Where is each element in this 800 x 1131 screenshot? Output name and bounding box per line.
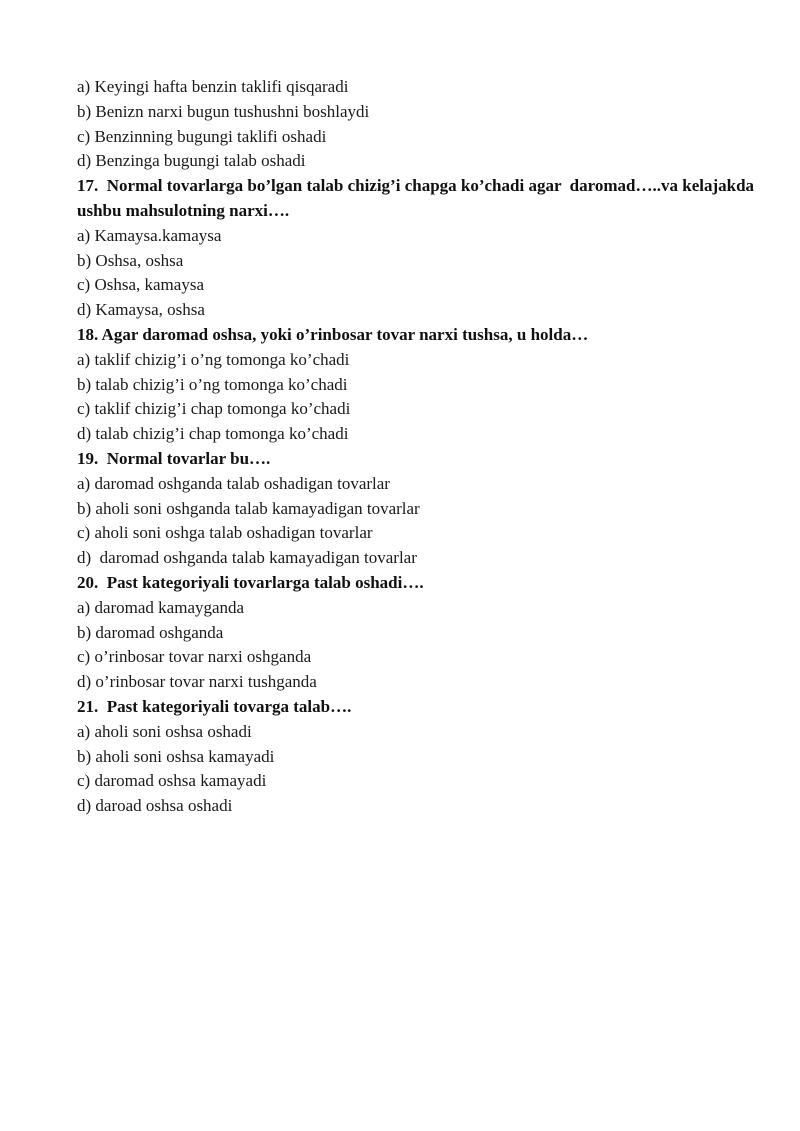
option-line: b) aholi soni oshsa kamayadi xyxy=(77,746,275,766)
option-line: b) Oshsa, oshsa xyxy=(77,250,184,270)
document-page xyxy=(77,75,757,819)
option-line: c) taklif chizig’i chap tomonga ko’chadi xyxy=(77,399,351,419)
option-line: b) aholi soni oshganda talab kamayadigan tovarlar xyxy=(77,498,420,518)
question-title: 20. Past kategoriyali tovarlarga talab oshadi…. xyxy=(77,572,424,592)
option-line: a) taklif chizig’i o’ng tomonga ko’chadi xyxy=(77,349,350,369)
question-title: 17. Normal tovarlarga bo’lgan talab chizig’i chapga ko’chadi agar daromad…..va kelajakda ushbu mahsulotning narxi…. xyxy=(77,176,759,220)
option-line: d) o’rinbosar tovar narxi tushganda xyxy=(77,672,317,692)
option-line: a) daromad kamayganda xyxy=(77,597,245,617)
option-line: c) Oshsa, kamaysa xyxy=(77,275,204,295)
question-title: 21. Past kategoriyali tovarga talab…. xyxy=(77,696,352,716)
option-line: c) Benzinning bugungi taklifi oshadi xyxy=(77,126,327,146)
question-title: 18. Agar daromad oshsa, yoki o’rinbosar tovar narxi tushsa, u holda… xyxy=(77,324,589,344)
question-19 xyxy=(77,447,757,571)
option-line: a) Keyingi hafta benzin taklifi qisqaradi xyxy=(77,77,349,96)
option-line: a) Kamaysa.kamaysa xyxy=(77,225,222,245)
question-17 xyxy=(77,174,757,323)
option-line: c) aholi soni oshga talab oshadigan tovarlar xyxy=(77,523,373,543)
previous-question-options xyxy=(77,75,757,174)
option-line: b) daromad oshganda xyxy=(77,622,224,642)
question-20 xyxy=(77,571,757,695)
option-line: d) talab chizig’i chap tomonga ko’chadi xyxy=(77,424,349,444)
option-line: b) talab chizig’i o’ng tomonga ko’chadi xyxy=(77,374,348,394)
option-line: c) daromad oshsa kamayadi xyxy=(77,771,267,791)
question-title: 19. Normal tovarlar bu…. xyxy=(77,448,271,468)
option-line: c) o’rinbosar tovar narxi oshganda xyxy=(77,647,312,667)
option-line: a) aholi soni oshsa oshadi xyxy=(77,721,252,741)
option-line: d) Benzinga bugungi talab oshadi xyxy=(77,151,306,171)
question-18 xyxy=(77,323,757,447)
option-line: a) daromad oshganda talab oshadigan tovarlar xyxy=(77,473,390,493)
question-21 xyxy=(77,695,757,819)
option-line: d) daroad oshsa oshadi xyxy=(77,796,233,816)
option-line: b) Benizn narxi bugun tushushni boshlaydi xyxy=(77,101,370,121)
option-line: d) daromad oshganda talab kamayadigan tovarlar xyxy=(77,548,417,568)
option-line: d) Kamaysa, oshsa xyxy=(77,300,205,320)
